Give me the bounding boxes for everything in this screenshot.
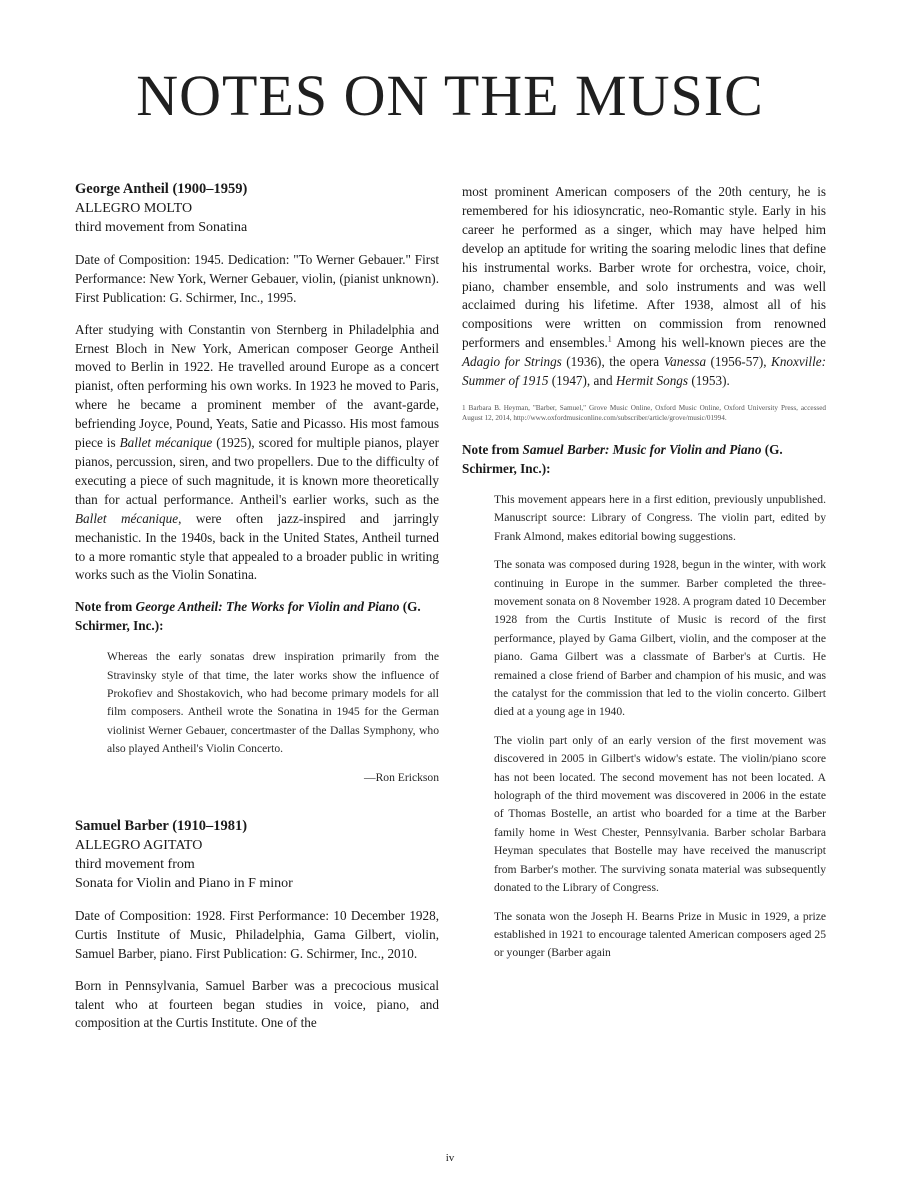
note-prefix: Note from xyxy=(75,599,136,615)
barber-note-paragraph: The violin part only of an early version of the first movement was discovered in 2005 in Gilbert's widow's estate. The violin/piano score has not been located. The second movement has not been located. A holograph of the third movement was discovered in 2006 in the estate of Thomas Bostelle, an artist who boarded for a time at the Barber family home in West Chester, Pennsylvania. Barber scholar Barbara Heyman speculates that Bostelle may have received the manuscript from Barber's mother. The surviving sonata material was subsequently donated to the Library of Congress. xyxy=(494,733,826,895)
note-publisher: (G. Schirmer, Inc.): xyxy=(462,442,783,477)
antheil-heading xyxy=(75,180,439,237)
antheil-note-heading xyxy=(75,598,439,636)
barber-bio-continued xyxy=(462,183,826,391)
barber-heading xyxy=(75,817,439,893)
barber-bio-start: Born in Pennsylvania, Samuel Barber was a precocious musical talent who at fourteen began studies in voice, piano, and composition at the Curtis Institute. One of the xyxy=(75,977,439,1031)
work-title: Knoxville: Summer of 1915 xyxy=(462,354,826,389)
barber-details: Date of Composition: 1928. First Performance: 10 December 1928, Curtis Institute of Music, Philadelphia, Gama Gilbert, violin, Samuel Barber, piano. First Publication: G. Schirmer, Inc., 2010. xyxy=(75,907,439,961)
barber-name: Samuel Barber (1910–1981) xyxy=(75,817,248,834)
antheil-bio xyxy=(75,321,439,586)
barber-subtitle-2: Sonata for Violin and Piano in F minor xyxy=(75,875,293,891)
barber-subtitle-1: third movement from xyxy=(75,856,195,872)
barber-bio-text-5: (1947), and xyxy=(548,373,616,389)
barber-bio-text-3: (1936), the opera xyxy=(561,354,664,370)
footnote: 1 Barbara B. Heyman, "Barber, Samuel," Grove Music Online, Oxford Music Online, Oxford University Press, accessed August 12, 2014, http://www.oxfordmusiconline.com/subscriber/article/grove/music/01994. xyxy=(462,403,826,422)
quote-attribution: —Ron Erickson xyxy=(363,770,439,784)
barber-bio-text-4: (1956-57), xyxy=(706,354,772,370)
page-number: iv xyxy=(445,1152,455,1164)
left-column xyxy=(75,180,439,1046)
work-title: Ballet mécanique xyxy=(119,435,213,451)
note-publisher: (G. Schirmer, Inc.): xyxy=(75,599,421,634)
antheil-movement: ALLEGRO MOLTO xyxy=(75,200,193,216)
note-source: Samuel Barber: Music for Violin and Piano xyxy=(522,442,762,458)
barber-bio-text-6: (1953). xyxy=(688,373,730,389)
work-title: Ballet mécanique xyxy=(75,510,179,526)
barber-bio-text-1: most prominent American composers of the 20th century, he is remembered for his idiosyncratic, neo-Romantic style. Early in his career he performed as a singer, which may have helped him develop an aptitude for writing the soaring melodic lines that define his instrumental works. Barber wrote for orchestra, voice, choir, piano, chamber ensemble, and solo instruments and was well acclaimed during his lifetime. After 1938, almost all of his compositions were written on commission from renowned performers and ensembles. xyxy=(462,184,826,351)
footnote-marker: 1 xyxy=(607,334,612,344)
note-source: George Antheil: The Works for Violin and Piano xyxy=(135,599,400,615)
antheil-subtitle: third movement from Sonatina xyxy=(75,219,248,235)
barber-note-paragraph: This movement appears here in a first edition, previously unpublished. Manuscript source: Library of Congress. The violin part, edited by Frank Almond, makes editorial bowing suggestions. xyxy=(494,492,826,543)
antheil-quote xyxy=(107,648,439,787)
antheil-bio-text-2: (1925), scored for multiple pianos, player pianos, percussion, siren, and two propellers. Due to the difficulty of executing a piece of such magnitude, it is known more theoretically than for actual performance. Antheil's earlier works, such as the xyxy=(75,435,439,507)
work-title: Hermit Songs xyxy=(615,373,689,389)
quote-text: Whereas the early sonatas drew inspiration primarily from the Stravinsky style of that time, the later works show the influence of Prokofiev and Shostakovich, who had become primary models for all film composers. Antheil wrote the Sonatina in 1945 for the German violinist Werner Gebauer, concertmaster of the Dallas Symphony, who also played Antheil's Violin Concerto. xyxy=(107,650,439,756)
note-prefix: Note from xyxy=(462,442,523,458)
barber-note-heading xyxy=(462,441,826,479)
work-title: Adagio for Strings xyxy=(462,354,562,370)
barber-movement: ALLEGRO AGITATO xyxy=(75,837,203,853)
barber-note-paragraph: The sonata was composed during 1928, begun in the winter, with work continuing in Europe in the summer. Barber completed the three-movement sonata on 8 November 1928. A program dated 10 December 1928 from the Curtis Institute of Music is record of the first performance, played by Gama Gilbert, violin, and the composer at the piano. Gama Gilbert was a classmate of Barber's at Curtis. He remained a close friend of Barber and champion of his music, and was the catalyst for the commission that led to the violin concerto. Gilbert died at a young age in 1940. xyxy=(494,558,826,719)
page-title: NOTES ON THE MUSIC xyxy=(136,63,764,128)
barber-note-paragraph: The sonata won the Joseph H. Bearns Prize in Music in 1929, a prize established in 1921 to encourage talented American composers aged 25 or younger (Barber again xyxy=(494,909,826,960)
barber-bio-text-2: Among his well-known pieces are the xyxy=(611,335,826,351)
barber-note xyxy=(494,491,826,963)
right-column xyxy=(462,183,826,973)
antheil-name: George Antheil (1900–1959) xyxy=(75,181,248,197)
work-title: Vanessa xyxy=(663,354,707,370)
antheil-bio-text-1: After studying with Constantin von Sternberg in Philadelphia and Ernest Bloch in New York, American composer George Antheil moved to Berlin in 1922. He travelled around Europe as a concert pianist, often performing his own works. In 1923 he moved to Paris, where he became a prominent member of the avant-garde, befriending Joyce, Pound, Yeats, Satie and Picasso. His most famous piece is xyxy=(75,321,439,451)
antheil-details: Date of Composition: 1945. Dedication: "To Werner Gebauer." First Performance: New York, Werner Gebauer, violin, (pianist unknown). First Publication: G. Schirmer, Inc., 1995. xyxy=(75,251,439,305)
antheil-bio-text-3: , were often jazz-inspired and jarringly mechanistic. In the 1940s, back in the United States, Antheil turned to a more romantic style that appealed to a broader public in writing works such as the Violin Sonatina. xyxy=(75,510,439,583)
